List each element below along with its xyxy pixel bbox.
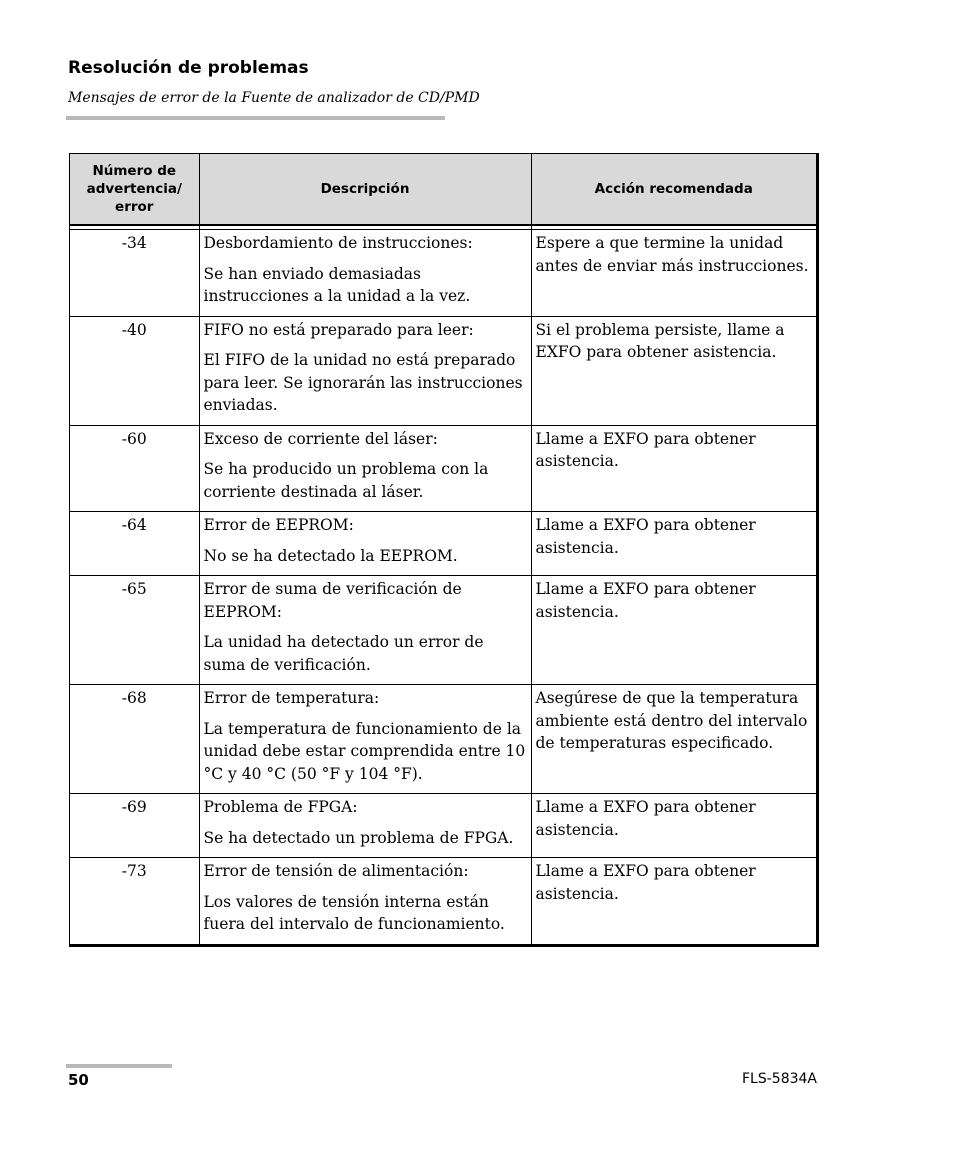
table-row bbox=[70, 316, 816, 425]
error-detail: Se ha producido un problema con la corriente destinada al láser. bbox=[203, 460, 489, 501]
table-row bbox=[70, 794, 816, 858]
header-divider bbox=[66, 116, 445, 120]
table-row bbox=[70, 512, 816, 576]
table-row bbox=[70, 576, 816, 685]
table-row bbox=[70, 230, 816, 317]
page-number: 50 bbox=[68, 1071, 89, 1089]
error-title: Error de suma de verificación de EEPROM: bbox=[203, 580, 462, 621]
recommended-action: Si el problema persiste, llame a EXFO para obtener asistencia. bbox=[531, 316, 816, 425]
column-header-description: Descripción bbox=[199, 154, 531, 225]
error-description bbox=[199, 316, 531, 425]
error-code: -68 bbox=[70, 685, 199, 794]
recommended-action: Asegúrese de que la temperatura ambiente está dentro del intervalo de temperaturas especificado. bbox=[531, 685, 816, 794]
error-title: Error de EEPROM: bbox=[203, 516, 354, 534]
error-messages-table bbox=[69, 153, 819, 947]
error-title: Error de tensión de alimentación: bbox=[203, 862, 469, 880]
error-detail: Los valores de tensión interna están fuera del intervalo de funcionamiento. bbox=[203, 892, 505, 933]
error-code: -60 bbox=[70, 425, 199, 512]
footer-divider bbox=[66, 1064, 172, 1068]
error-code: -34 bbox=[70, 230, 199, 317]
recommended-action: Llame a EXFO para obtener asistencia. bbox=[531, 425, 816, 512]
error-detail: La temperatura de funcionamiento de la unidad debe estar comprendida entre 10 °C y 40 °C (50 °F y 104 °F). bbox=[203, 719, 526, 783]
error-title: FIFO no está preparado para leer: bbox=[203, 320, 474, 339]
error-detail: Se ha detectado un problema de FPGA. bbox=[203, 828, 514, 847]
column-header-action: Acción recomendada bbox=[531, 154, 816, 225]
error-detail: Se han enviado demasiadas instrucciones a la unidad a la vez. bbox=[203, 264, 471, 305]
error-code: -69 bbox=[70, 794, 199, 858]
column-header-number: Número de advertencia/ error bbox=[70, 154, 199, 225]
table-row bbox=[70, 858, 816, 944]
error-description bbox=[199, 425, 531, 512]
recommended-action: Llame a EXFO para obtener asistencia. bbox=[531, 576, 816, 685]
table-row bbox=[70, 425, 816, 512]
section-title: Resolución de problemas bbox=[68, 58, 309, 78]
recommended-action: Llame a EXFO para obtener asistencia. bbox=[531, 512, 816, 576]
error-title: Desbordamiento de instrucciones: bbox=[203, 234, 473, 252]
error-code: -73 bbox=[70, 858, 199, 944]
error-title: Exceso de corriente del láser: bbox=[203, 429, 438, 448]
error-code: -65 bbox=[70, 576, 199, 685]
error-description bbox=[199, 858, 531, 944]
table-header-row bbox=[70, 154, 816, 225]
error-detail: El FIFO de la unidad no está preparado para leer. Se ignorarán las instrucciones enviadas. bbox=[203, 351, 523, 414]
page-subtitle: Mensajes de error de la Fuente de analizador de CD/PMD bbox=[68, 90, 480, 106]
recommended-action: Llame a EXFO para obtener asistencia. bbox=[531, 794, 816, 858]
error-title: Problema de FPGA: bbox=[203, 798, 358, 816]
error-code: -64 bbox=[70, 512, 199, 576]
error-description bbox=[199, 512, 531, 576]
document-code: FLS-5834A bbox=[742, 1071, 817, 1087]
error-description bbox=[199, 685, 531, 794]
error-code: -40 bbox=[70, 316, 199, 425]
error-description bbox=[199, 794, 531, 858]
error-description bbox=[199, 230, 531, 317]
error-title: Error de temperatura: bbox=[203, 689, 380, 707]
recommended-action: Espere a que termine la unidad antes de enviar más instrucciones. bbox=[531, 230, 816, 317]
error-detail: No se ha detectado la EEPROM. bbox=[203, 546, 458, 565]
error-description bbox=[199, 576, 531, 685]
table-row bbox=[70, 685, 816, 794]
recommended-action: Llame a EXFO para obtener asistencia. bbox=[535, 862, 756, 903]
error-detail: La unidad ha detectado un error de suma de verificación. bbox=[203, 633, 484, 674]
